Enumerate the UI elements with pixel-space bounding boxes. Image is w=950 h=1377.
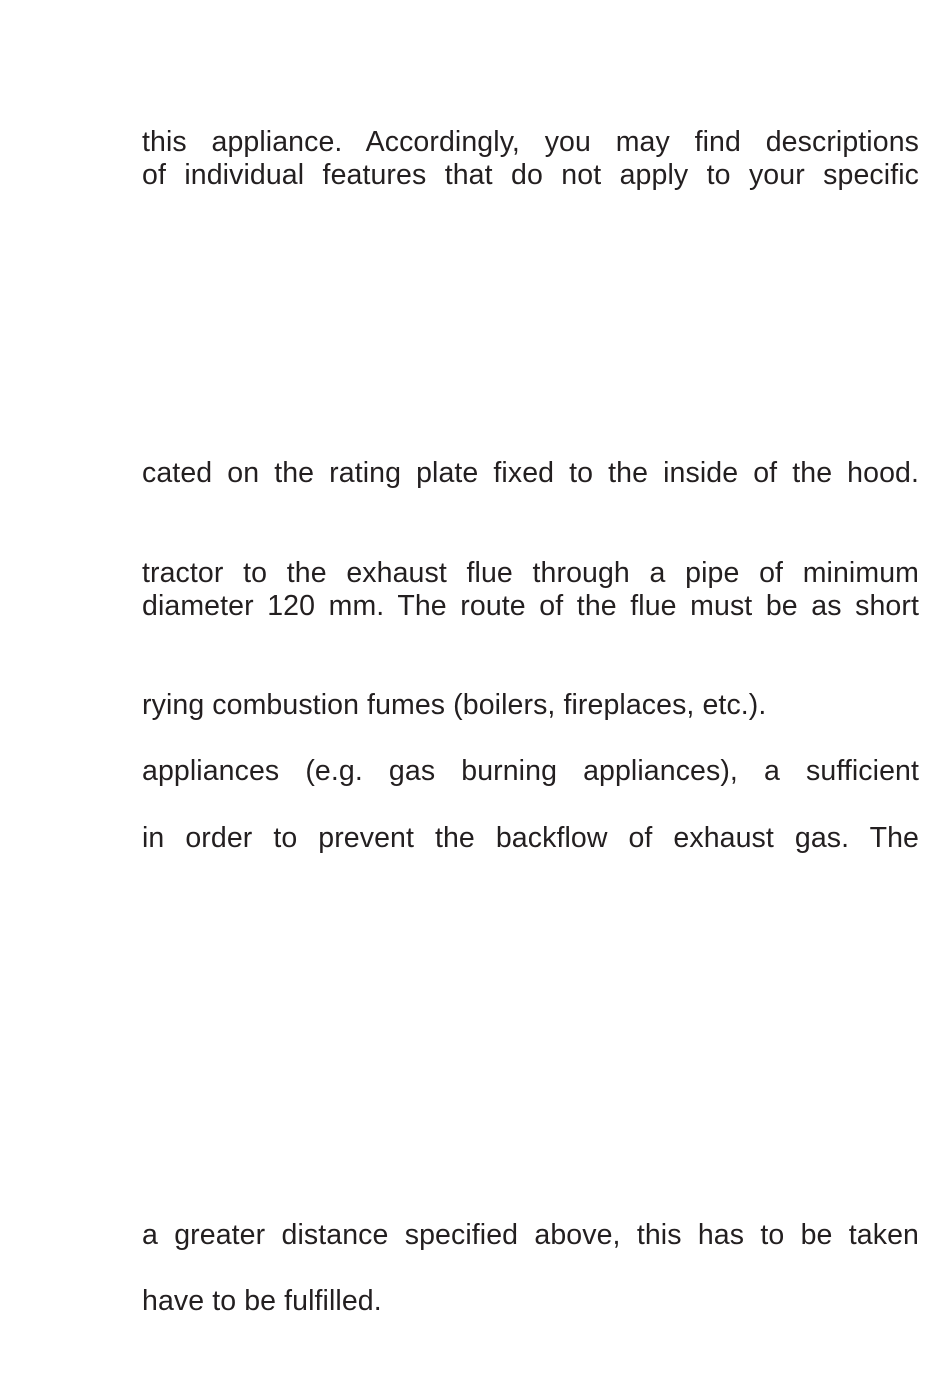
text-line: have to be fulfilled.	[142, 1285, 382, 1317]
text-line: rying combustion fumes (boilers, fireplaces, etc.).	[142, 689, 767, 721]
text-line: of individual features that do not apply to your specific	[142, 159, 919, 191]
text-line: this appliance. Accordingly, you may find descriptions	[142, 126, 919, 158]
text-line: a greater distance specified above, this has to be taken	[142, 1219, 919, 1251]
text-line: cated on the rating plate fixed to the inside of the hood.	[142, 457, 919, 489]
text-line: diameter 120 mm. The route of the flue must be as short	[142, 590, 919, 622]
text-line: tractor to the exhaust flue through a pipe of minimum	[142, 557, 919, 589]
text-line: appliances (e.g. gas burning appliances), a sufficient	[142, 755, 919, 787]
text-line: in order to prevent the backflow of exhaust gas. The	[142, 822, 919, 854]
